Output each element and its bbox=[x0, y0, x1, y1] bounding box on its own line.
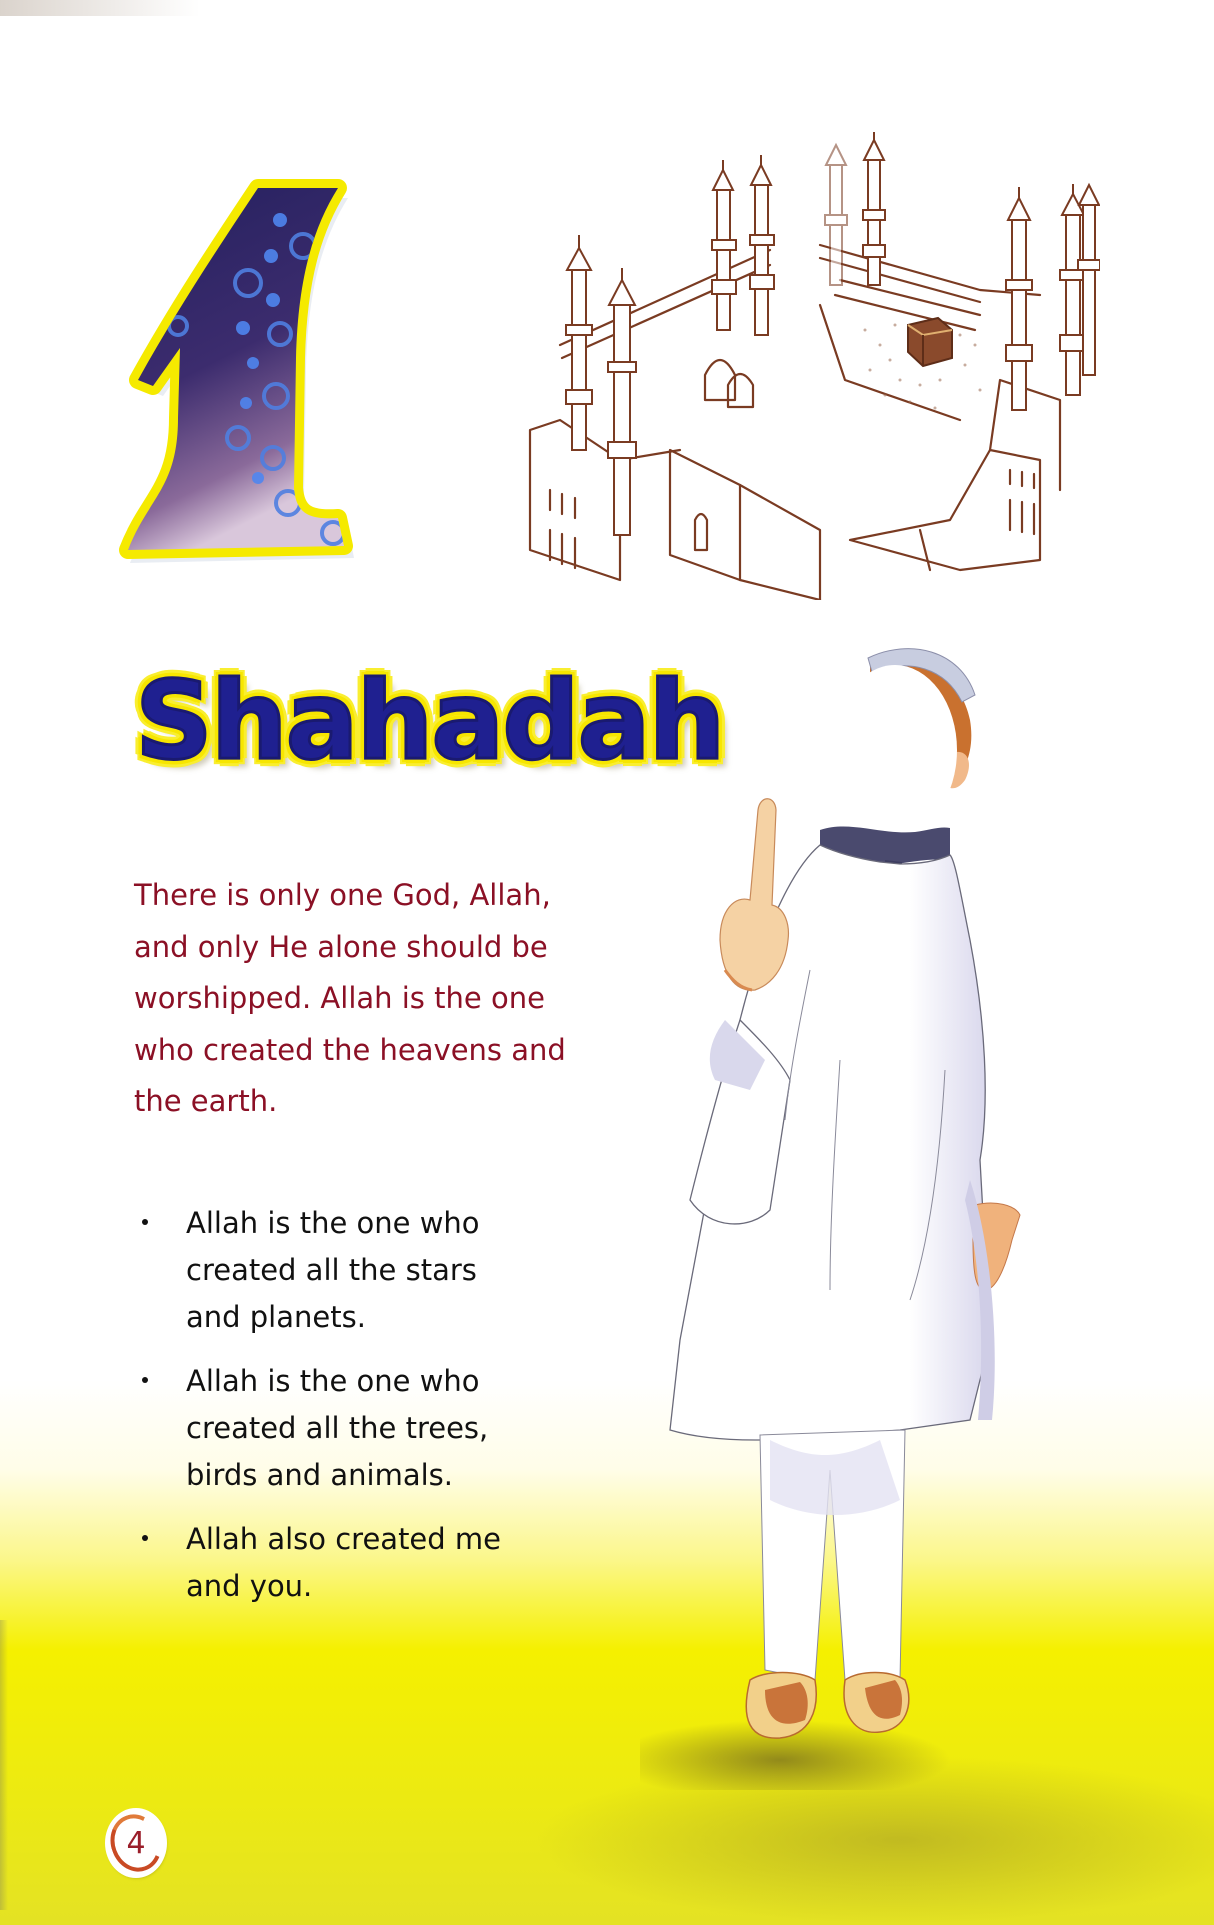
bullet-item bbox=[134, 1200, 564, 1341]
bullet-dot-icon bbox=[142, 1219, 148, 1225]
intro-line: who created the heavens and bbox=[134, 1032, 566, 1067]
page-edge-top bbox=[0, 0, 200, 16]
bullet-line: birds and animals. bbox=[186, 1458, 454, 1492]
intro-line: and only He alone should be bbox=[134, 929, 548, 964]
page-edge-left bbox=[0, 1620, 8, 1910]
bullet-line: created all the stars bbox=[186, 1253, 477, 1287]
intro-line: the earth. bbox=[134, 1084, 278, 1118]
intro-line: worshipped. Allah is the one bbox=[134, 981, 545, 1015]
bullet-line: and you. bbox=[186, 1569, 313, 1603]
bullet-line: created all the trees, bbox=[186, 1411, 489, 1445]
bullet-list bbox=[134, 1200, 564, 1627]
bullet-line: Allah also created me bbox=[186, 1522, 501, 1556]
bullet-line: Allah is the one who bbox=[186, 1206, 480, 1240]
bullet-item bbox=[134, 1358, 564, 1499]
kaaba-illustration bbox=[520, 130, 1100, 600]
numeral-one-graphic bbox=[108, 158, 378, 568]
bullet-dot-icon bbox=[142, 1535, 148, 1541]
boy-illustration bbox=[640, 640, 1060, 1790]
intro-paragraph bbox=[134, 870, 634, 1128]
page-title: Shahadah bbox=[135, 659, 724, 784]
bullet-line: and planets. bbox=[186, 1300, 366, 1334]
bullet-line: Allah is the one who bbox=[186, 1364, 480, 1398]
page-number-badge bbox=[107, 1810, 165, 1876]
bullet-dot-icon bbox=[142, 1377, 148, 1383]
page-number: 4 bbox=[126, 1825, 146, 1861]
bullet-item bbox=[134, 1516, 564, 1610]
intro-line: There is only one God, Allah, bbox=[134, 878, 551, 912]
